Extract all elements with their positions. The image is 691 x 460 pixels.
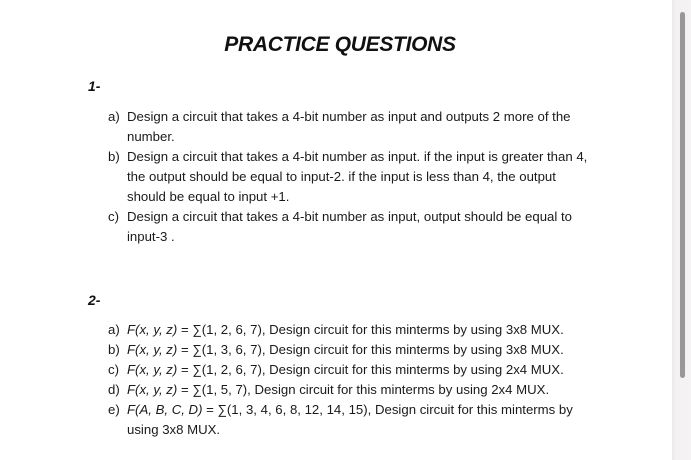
boolean-function: F(x, y, z) xyxy=(127,322,178,337)
question-2e xyxy=(108,400,608,440)
question-1a xyxy=(108,107,598,147)
question-text: Design a circuit that takes a 4-bit number as input, output should be equal to input-3 . xyxy=(127,209,572,244)
section-number-1: 1- xyxy=(88,78,101,94)
question-text: Design a circuit that takes a 4-bit number as input. if the input is greater than 4, the output should be equal to input-2. if the input is less than 4, the output should be equal to input +1. xyxy=(127,149,588,204)
question-2c xyxy=(108,360,608,380)
question-label: c) xyxy=(108,362,119,377)
question-2b xyxy=(108,340,608,360)
section-1-question-list xyxy=(108,107,598,247)
question-text: Design a circuit that takes a 4-bit number as input and outputs 2 more of the number. xyxy=(127,109,571,144)
question-text: = ∑(1, 3, 4, 6, 8, 12, 14, 15), Design circuit for this minterms by using 3x8 MUX. xyxy=(127,402,573,437)
question-label: a) xyxy=(108,109,120,124)
vertical-scrollbar-thumb[interactable] xyxy=(680,12,685,378)
question-text: = ∑(1, 3, 6, 7), Design circuit for this minterms by using 3x8 MUX. xyxy=(177,342,564,357)
section-2-question-list xyxy=(108,320,608,440)
boolean-function: F(A, B, C, D) xyxy=(127,402,203,417)
section-number-2: 2- xyxy=(88,292,101,308)
question-2a xyxy=(108,320,608,340)
question-1c xyxy=(108,207,598,247)
boolean-function: F(x, y, z) xyxy=(127,362,178,377)
question-label: a) xyxy=(108,322,120,337)
question-label: b) xyxy=(108,342,120,357)
question-label: c) xyxy=(108,209,119,224)
question-text: = ∑(1, 2, 6, 7), Design circuit for this minterms by using 2x4 MUX. xyxy=(177,362,564,377)
question-1b xyxy=(108,147,598,207)
question-label: b) xyxy=(108,149,120,164)
question-2d xyxy=(108,380,608,400)
boolean-function: F(x, y, z) xyxy=(127,382,178,397)
question-label: e) xyxy=(108,402,120,417)
boolean-function: F(x, y, z) xyxy=(127,342,178,357)
page-title: PRACTICE QUESTIONS xyxy=(224,33,456,56)
question-text: = ∑(1, 5, 7), Design circuit for this minterms by using 2x4 MUX. xyxy=(177,382,550,397)
question-label: d) xyxy=(108,382,120,397)
question-text: = ∑(1, 2, 6, 7), Design circuit for this minterms by using 3x8 MUX. xyxy=(177,322,564,337)
